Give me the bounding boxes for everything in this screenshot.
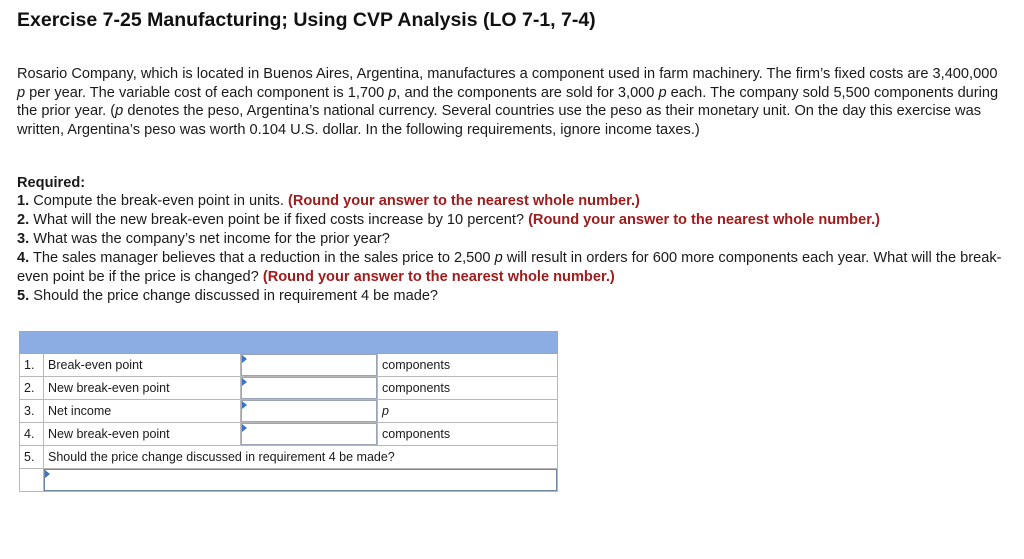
requirement-4: 4. The sales manager believes that a reduction in the sales price to 2,500 p will result in orders for 600 more components each year. What will the break-even point be if the price is changed? (Round your answer to the nearest whole number.) xyxy=(17,250,1002,285)
price-change-answer-input[interactable] xyxy=(44,469,557,491)
row-label: Should the price change discussed in requirement 4 be made? xyxy=(44,446,558,469)
row-label: Break-even point xyxy=(44,354,241,377)
row-label: New break-even point xyxy=(44,423,241,446)
answer-table xyxy=(19,331,558,492)
table-row: 4. New break-even point components xyxy=(20,423,558,446)
answer-table-header xyxy=(20,332,558,354)
required-heading: Required: xyxy=(17,175,86,191)
unit-label: p xyxy=(378,400,558,423)
exercise-title: Exercise 7-25 Manufacturing; Using CVP Analysis (LO 7-1, 7-4) xyxy=(17,9,596,31)
table-row: 2. New break-even point components xyxy=(20,377,558,400)
requirement-2: 2. What will the new break-even point be if fixed costs increase by 10 percent? (Round your answer to the nearest whole number.) xyxy=(17,212,880,228)
requirements-list xyxy=(17,192,1007,306)
unit-label: components xyxy=(378,423,558,446)
problem-description: Rosario Company, which is located in Buenos Aires, Argentina, manufactures a component used in farm machinery. The firm’s fixed costs are 3,400,000 p per year. The variable cost of each component is 1,700 p, and the components are sold for 3,000 p each. The company sold 5,500 components during the prior year. (p denotes the peso, Argentina’s national currency. Several countries use the peso as their monetary unit. On the day this exercise was written, Argentina’s peso was worth 0.104 U.S. dollar. In the following requirements, ignore income taxes.) xyxy=(17,66,999,138)
requirement-1: 1. Compute the break-even point in units. (Round your answer to the nearest whole number.) xyxy=(17,193,640,209)
requirement-3: 3. What was the company’s net income for the prior year? xyxy=(17,231,390,247)
unit-label: components xyxy=(378,354,558,377)
table-row: 1. Break-even point components xyxy=(20,354,558,377)
table-row: 5. Should the price change discussed in requirement 4 be made? xyxy=(20,446,558,469)
new-break-even-input[interactable] xyxy=(241,377,377,399)
table-row xyxy=(20,469,558,492)
requirement-5: 5. Should the price change discussed in requirement 4 be made? xyxy=(17,288,439,304)
table-row: 3. Net income p xyxy=(20,400,558,423)
break-even-input[interactable] xyxy=(241,354,377,376)
row-label: Net income xyxy=(44,400,241,423)
price-change-break-even-input[interactable] xyxy=(241,423,377,445)
net-income-input[interactable] xyxy=(241,400,377,422)
unit-label: components xyxy=(378,377,558,400)
row-label: New break-even point xyxy=(44,377,241,400)
